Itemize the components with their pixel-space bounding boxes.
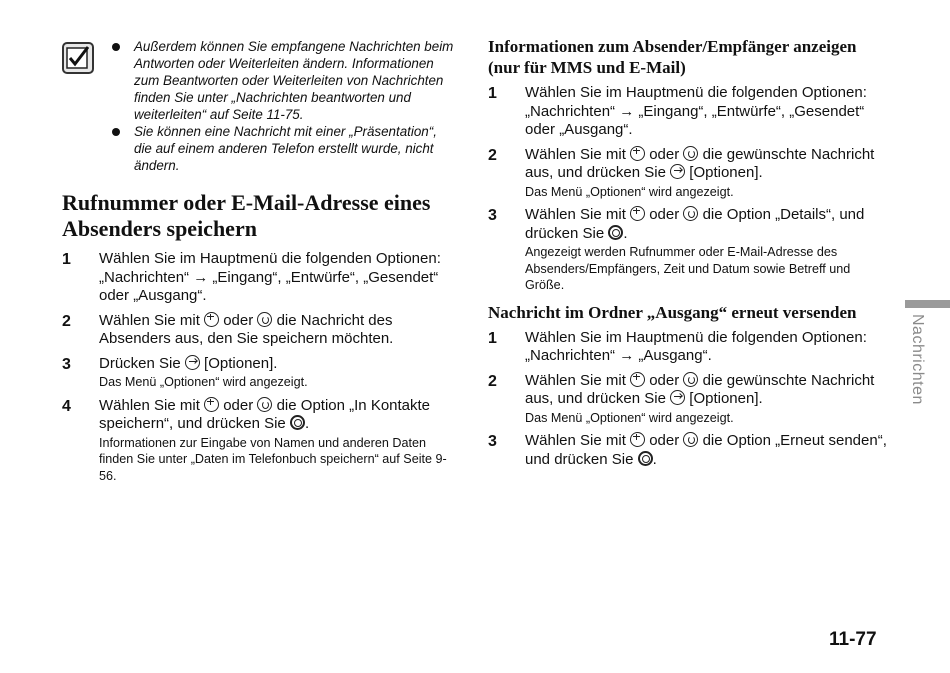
step-text: Wählen Sie mit oder die gewünschte Nachricht aus, und drücken Sie [Optionen]. xyxy=(525,371,875,407)
note-item: Außerdem können Sie empfangene Nachrichten beim Antworten oder Weiterleiten ändern. Informationen zum Beantworten oder Weiterleiten von Nachrichten finden Sie unter „Nachrichten beantworten und weiterleiten“ auf Seite 11-75. xyxy=(112,38,458,123)
step-number: 1 xyxy=(62,251,71,268)
rotary-key-icon xyxy=(683,432,698,447)
bullet-icon xyxy=(112,43,120,51)
nav-key-icon xyxy=(630,206,645,221)
step-text: Wählen Sie mit oder die Option „In Kontakte speichern“, und drücken Sie . xyxy=(99,396,431,432)
ok-key-icon xyxy=(608,225,623,240)
side-tab-label: Nachrichten xyxy=(909,314,926,405)
step xyxy=(488,372,888,427)
step-number: 3 xyxy=(488,207,497,224)
step-text: Wählen Sie im Hauptmenü die folgenden Optionen: „Nachrichten“ → „Eingang“, „Entwürfe“, „Gesendet“ oder „Ausgang“. xyxy=(525,84,867,138)
section-title-save-sender: Rufnummer oder E-Mail-Adresse eines Absenders speichern xyxy=(62,190,431,241)
step-note: Das Menü „Optionen“ wird angezeigt. xyxy=(99,375,308,389)
step-number: 2 xyxy=(62,312,71,330)
nav-key-icon xyxy=(204,312,219,327)
step-number: 3 xyxy=(62,355,71,373)
step xyxy=(488,329,888,366)
step xyxy=(62,250,458,306)
rotary-key-icon xyxy=(257,397,272,412)
softkey-icon xyxy=(670,164,685,179)
left-column xyxy=(62,38,458,484)
step-number: 2 xyxy=(488,372,497,390)
ok-key-icon xyxy=(290,415,305,430)
step-number: 3 xyxy=(488,433,497,450)
step xyxy=(488,84,888,140)
step-text: Wählen Sie mit oder die Option „Details“, und drücken Sie . xyxy=(525,206,865,242)
step-text: Wählen Sie mit oder die gewünschte Nachricht aus, und drücken Sie [Optionen]. xyxy=(525,145,875,181)
step xyxy=(62,355,458,391)
rotary-key-icon xyxy=(683,372,698,387)
note-box xyxy=(62,38,458,174)
page-number: 11-77 xyxy=(829,629,877,650)
step-text: Wählen Sie im Hauptmenü die folgenden Optionen: „Nachrichten“ → „Ausgang“. xyxy=(525,328,867,364)
step-text: Wählen Sie mit oder die Option „Erneut senden“, und drücken Sie . xyxy=(525,432,887,468)
rotary-key-icon xyxy=(683,206,698,221)
step-note: Das Menü „Optionen“ wird angezeigt. xyxy=(525,410,734,425)
nav-key-icon xyxy=(630,372,645,387)
step-number: 1 xyxy=(488,329,497,347)
step-note: Angezeigt werden Rufnummer oder E-Mail-Adresse des Absenders/Empfängers, Zeit und Datum sowie Betreff und Größe. xyxy=(525,245,851,292)
nav-key-icon xyxy=(630,432,645,447)
ok-key-icon xyxy=(638,451,653,466)
step-note: Informationen zur Eingabe von Namen und anderen Daten finden Sie unter „Daten im Telefonbuch speichern“ auf Seite 9-56. xyxy=(99,435,447,483)
note-item: Sie können eine Nachricht mit einer „Präsentation“, die auf einem anderen Telefon erstellt wurde, nicht ändern. xyxy=(112,123,458,174)
steps-resend xyxy=(488,329,888,470)
step xyxy=(488,206,888,294)
step-text: Wählen Sie im Hauptmenü die folgenden Optionen: „Nachrichten“ → „Eingang“, „Entwürfe“, „Gesendet“ oder „Ausgang“. xyxy=(99,250,441,304)
section-title-sender-info: Informationen zum Absender/Empfänger anzeigen (nur für MMS und E-Mail) xyxy=(488,37,857,77)
softkey-icon xyxy=(185,355,200,370)
nav-key-icon xyxy=(204,397,219,412)
step-note: Das Menü „Optionen“ wird angezeigt. xyxy=(525,184,734,199)
step-number: 4 xyxy=(62,397,71,415)
steps-save-sender xyxy=(62,250,458,484)
bullet-icon xyxy=(112,128,120,136)
rotary-key-icon xyxy=(257,312,272,327)
note-list xyxy=(112,38,458,174)
step-text: Wählen Sie mit oder die Nachricht des Absenders aus, den Sie speichern möchten. xyxy=(99,311,394,347)
steps-sender-info xyxy=(488,84,888,294)
softkey-icon xyxy=(670,390,685,405)
step-text: Drücken Sie [Optionen]. xyxy=(99,354,278,372)
step xyxy=(488,146,888,201)
rotary-key-icon xyxy=(683,146,698,161)
right-column xyxy=(488,36,888,469)
side-tab-bar xyxy=(905,300,950,308)
checkmark-note-icon xyxy=(62,42,94,74)
step xyxy=(488,432,888,469)
nav-key-icon xyxy=(630,146,645,161)
section-title-resend: Nachricht im Ordner „Ausgang“ erneut versenden xyxy=(488,302,857,322)
step xyxy=(62,397,458,485)
step-number: 2 xyxy=(488,146,497,164)
step-number: 1 xyxy=(488,85,497,102)
step xyxy=(62,312,458,349)
